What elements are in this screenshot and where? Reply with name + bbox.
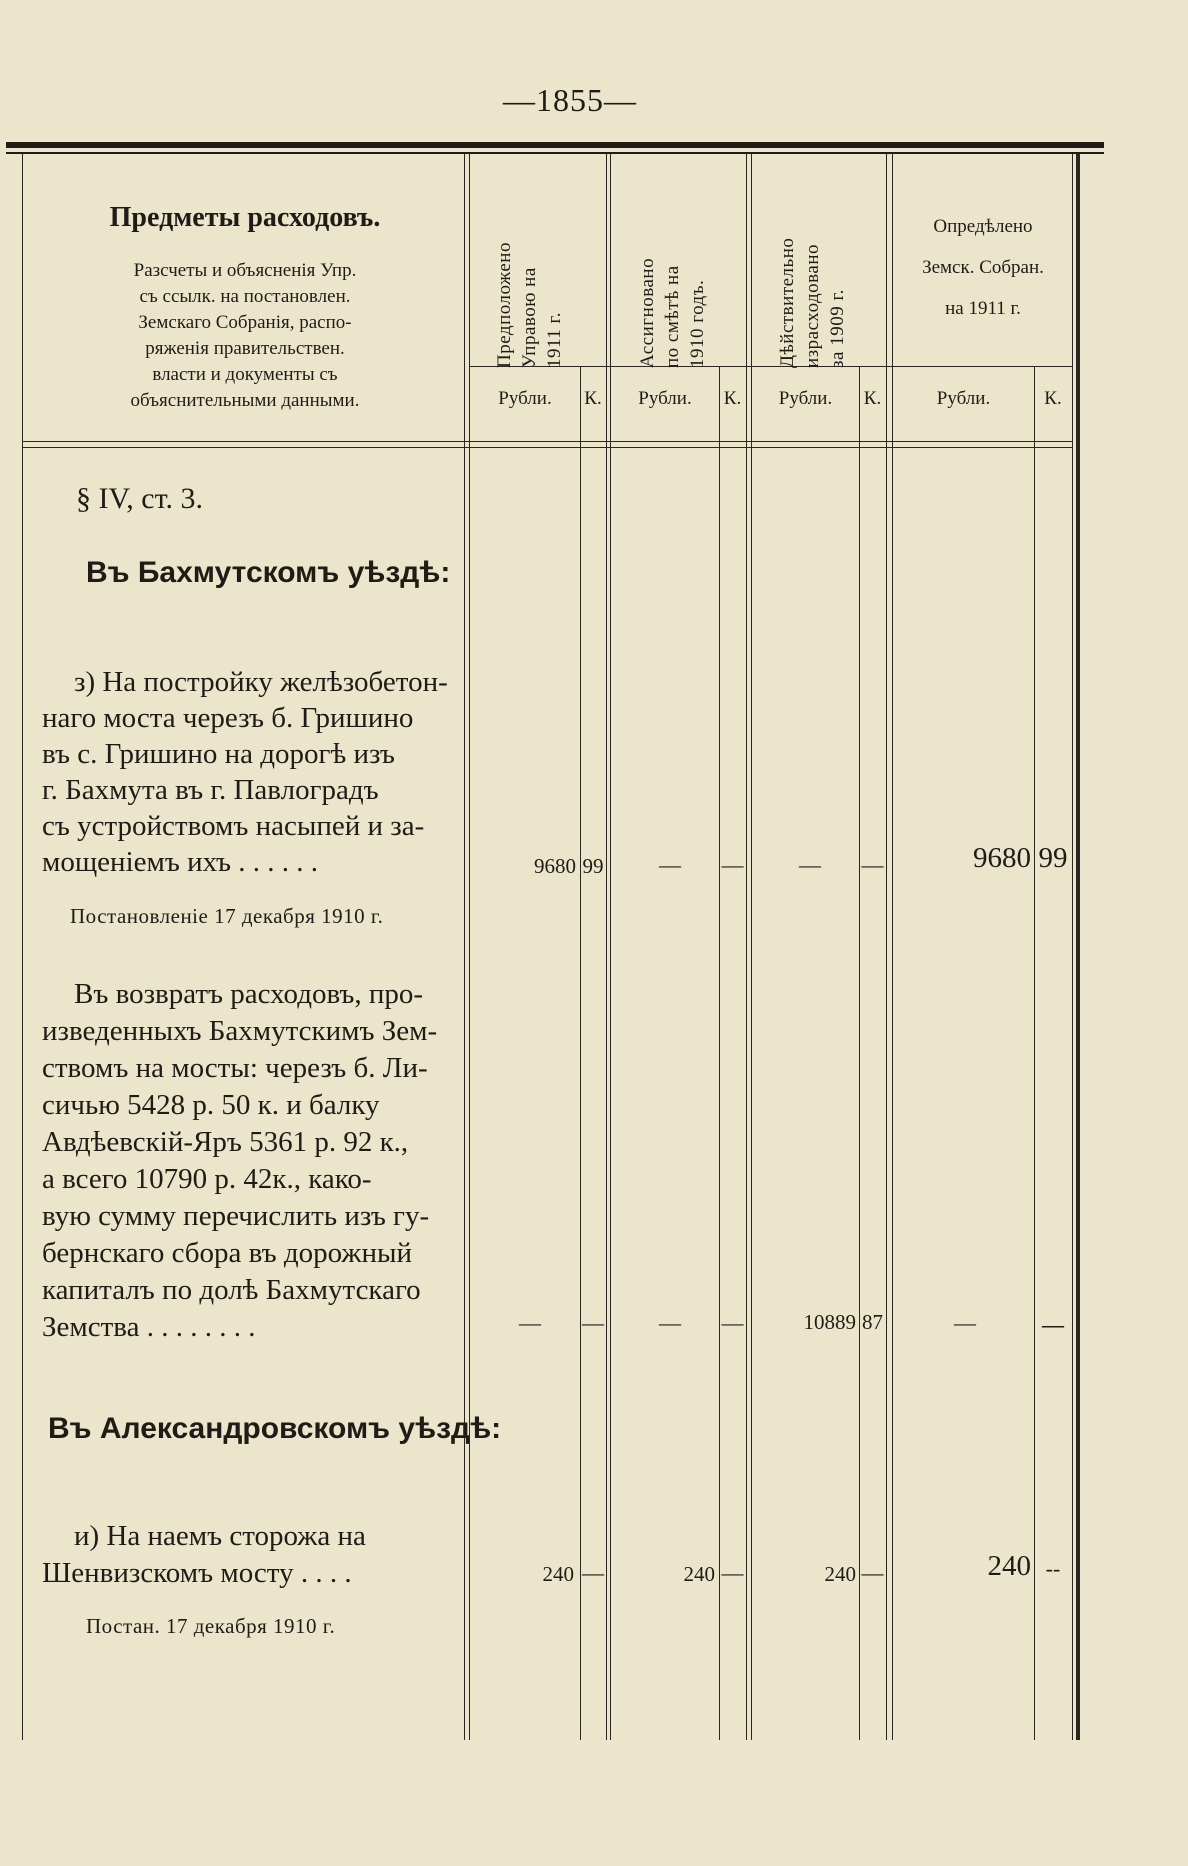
right-border — [1072, 154, 1073, 1740]
col1-header-line: 1911 г. — [544, 312, 565, 368]
item-i-col4-rub: 240 — [987, 1550, 1031, 1582]
item-z-col1-kop: 99 — [582, 854, 604, 878]
col2-header-line: Ассигновано — [637, 257, 658, 368]
col2-rub-label: Рубли. — [638, 388, 692, 409]
col2-kop-label: К. — [723, 388, 742, 409]
subtitle-line: съ ссылк. на постановлен. — [139, 286, 351, 307]
refund-col2-kop: — — [721, 1310, 744, 1335]
refund-line: сичью 5428 р. 50 к. и балку — [42, 1089, 380, 1121]
refund-col3-rub: 10889 — [803, 1310, 856, 1334]
col3-header-line: Дѣйствительно — [777, 237, 798, 368]
item-z-line: з) На постройку желѣзобетон- — [74, 666, 448, 698]
item-z-col3-kop: — — [861, 852, 884, 877]
page-number: —1855— — [503, 82, 637, 118]
refund-line: изведенныхъ Бахмутскимъ Зем- — [42, 1015, 438, 1047]
item-z-col4-rub: 9680 — [973, 842, 1031, 874]
item-i-col1-kop: — — [582, 1560, 604, 1585]
col3-rub-label: Рубли. — [778, 388, 833, 409]
section-heading: § IV, ст. 3. — [76, 482, 203, 515]
col-divider-4a — [886, 154, 887, 1740]
top-rule-thin — [6, 152, 1104, 154]
refund-line: вую сумму перечислить изъ гу- — [42, 1200, 430, 1232]
item-z-col2-kop: — — [721, 852, 744, 877]
item-z-col1-rub: 9680 — [534, 854, 576, 878]
item-z-line: г. Бахмута въ г. Павлоградъ — [42, 774, 379, 806]
col3-header-line: израсходовано — [802, 243, 823, 368]
item-i-text — [42, 1518, 462, 1592]
item-i-line: и) На наемъ сторожа на — [74, 1520, 366, 1552]
col4-rub-label: Рубли. — [936, 388, 991, 409]
refund-col3-kop: 87 — [862, 1310, 883, 1334]
item-z-line: въ с. Гришино на дорогѣ изъ — [42, 738, 395, 770]
refund-col4-rub: — — [954, 1310, 976, 1335]
col4-header — [893, 206, 1073, 329]
right-border-thick — [1076, 154, 1080, 1740]
subtitle-line: объяснительными данными. — [130, 390, 360, 411]
item-i-col1-rub: 240 — [542, 1562, 574, 1586]
header-title: Предметы расходовъ. — [109, 202, 381, 233]
header-bottom-rule — [22, 441, 1072, 442]
item-i-col3-rub: 240 — [824, 1562, 856, 1586]
refund-line: ствомъ на мосты: черезъ б. Ли- — [42, 1052, 428, 1084]
refund-col1-rub: — — [519, 1310, 541, 1335]
col2-header — [635, 178, 715, 368]
item-i-col3-kop: — — [861, 1560, 884, 1585]
refund-line: Въ возвратъ расходовъ, про- — [74, 978, 424, 1010]
col3-header-line: за 1909 г. — [827, 289, 848, 368]
subtitle-line: Земскаго Собранія, распо- — [138, 312, 352, 333]
item-i-col4-kop: -- — [1045, 1556, 1061, 1581]
col2-header-line: по смѣтѣ на — [662, 265, 683, 368]
header-subtitle — [40, 258, 450, 414]
kop-divider-4 — [1034, 366, 1035, 1740]
col1-rub-label: Рубли. — [498, 388, 552, 409]
refund-text — [42, 976, 462, 1346]
col2-header-line: 1910 годъ. — [687, 279, 708, 368]
refund-line: бернскаго сбора въ дорожный — [42, 1237, 412, 1269]
col1-kop-label: К. — [584, 388, 602, 409]
col4-header-line: Земск. Собран. — [922, 257, 1044, 278]
kop-divider-2 — [719, 366, 720, 1740]
subtitle-line: власти и документы съ — [152, 364, 338, 385]
subtitle-line: Разсчеты и объясненія Упр. — [133, 260, 357, 281]
col-divider-1a — [464, 154, 465, 1740]
col4-kop-label: К. — [1044, 388, 1062, 409]
refund-col4-kop: — — [1042, 1312, 1064, 1337]
refund-col2-rub: — — [659, 1310, 681, 1335]
refund-line: а всего 10790 р. 42к., како- — [42, 1163, 372, 1195]
col-divider-3a — [746, 154, 747, 1740]
item-z-text — [42, 664, 462, 880]
refund-line: Авдѣевскій-Яръ 5361 р. 92 к., — [42, 1126, 409, 1158]
col1-header — [492, 178, 572, 368]
col3-header — [775, 178, 855, 368]
item-z-line: съ устройствомъ насыпей и за- — [42, 810, 425, 842]
col1-header-line: Предположено — [494, 242, 515, 368]
kop-divider-3 — [859, 366, 860, 1740]
col3-kop-label: К. — [863, 388, 882, 409]
refund-line: капиталъ по долѣ Бахмутскаго — [42, 1274, 421, 1306]
item-i-col2-kop: — — [721, 1560, 744, 1585]
header-bottom-rule-2 — [22, 447, 1072, 448]
refund-col1-kop: — — [582, 1310, 604, 1335]
item-z-col4-kop: 99 — [1038, 842, 1068, 874]
item-z-col2-rub: — — [659, 852, 681, 877]
item-z-col3-rub: — — [799, 852, 821, 877]
col1-header-line: Управою на — [519, 267, 540, 368]
subtitle-line: ряженія правительствен. — [145, 338, 345, 359]
item-i-note: Постан. 17 декабря 1910 г. — [86, 1614, 336, 1638]
col4-header-line: на 1911 г. — [945, 298, 1021, 319]
refund-line: Земства . . . . . . . . — [42, 1311, 256, 1343]
col-divider-2a — [606, 154, 607, 1740]
item-z-line: мощеніемъ ихъ . . . . . . — [42, 846, 319, 878]
kop-divider-1 — [580, 366, 581, 1740]
item-z-line: наго моста черезъ б. Гришино — [42, 702, 414, 734]
item-i-col2-rub: 240 — [683, 1562, 715, 1586]
top-rule-thick — [6, 142, 1104, 148]
left-border — [22, 154, 23, 1740]
district-heading-bakhmut: Въ Бахмутскомъ уѣздѣ: — [86, 556, 451, 589]
item-z-note: Постановленіе 17 декабря 1910 г. — [70, 904, 384, 928]
district-heading-alexandrovsk: Въ Александровскомъ уѣздѣ: — [48, 1412, 502, 1445]
col4-header-line: Опредѣлено — [933, 216, 1033, 237]
item-i-line: Шенвизскомъ мосту . . . . — [42, 1557, 352, 1589]
